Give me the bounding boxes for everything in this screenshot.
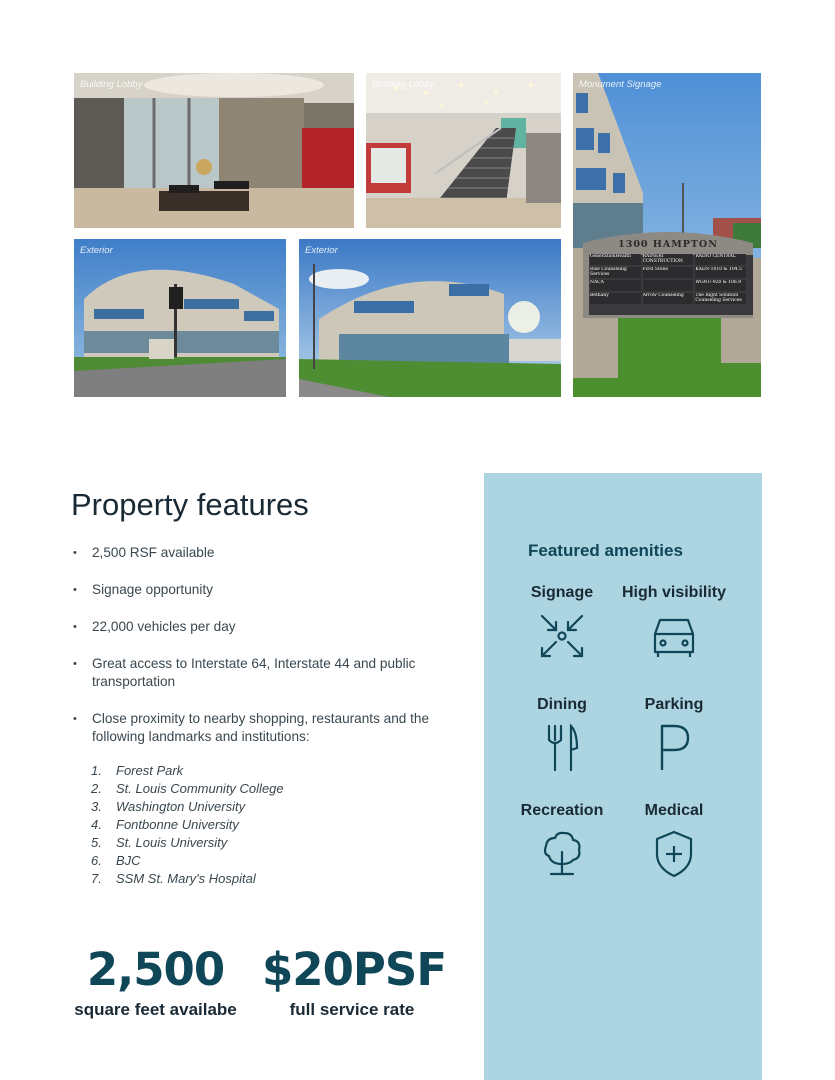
sign-tenant: WGNU-920 & 106.9 <box>695 280 746 291</box>
amenity-label: High visibility <box>621 584 726 601</box>
feature-item: • Signage opportunity <box>72 581 432 599</box>
photo-caption: Exterior <box>305 245 338 256</box>
car-icon <box>649 612 699 660</box>
sign-tenant: First Stone <box>643 267 694 278</box>
sign-tenant: KXEN-1010 & 104.5 <box>695 267 746 278</box>
photo-monument-signage <box>573 73 761 397</box>
feature-list <box>72 544 432 765</box>
monument-sign-photo-image <box>573 73 761 397</box>
lobby-photo-image <box>74 73 354 228</box>
photo-exterior-1 <box>74 239 286 397</box>
stat-square-feet <box>68 943 243 1020</box>
amenity-signage <box>502 584 622 660</box>
landmark-item: 3. Washington University <box>91 799 246 814</box>
amenities-panel <box>484 473 762 1080</box>
landmark-item: 7. SSM St. Mary's Hospital <box>91 871 256 886</box>
monument-sign-text <box>587 239 749 304</box>
amenity-label: Parking <box>644 696 704 713</box>
parking-p-icon <box>649 724 699 772</box>
landmark-item: 1. Forest Park <box>91 763 184 778</box>
amenity-label: Medical <box>644 802 704 819</box>
exterior-photo-image <box>299 239 561 397</box>
amenity-label: Dining <box>537 696 587 713</box>
amenity-medical <box>614 802 734 878</box>
sign-heading: 1300 HAMPTON <box>618 239 718 250</box>
feature-item: • Great access to Interstate 64, Interstate 44 and public transportation <box>72 655 432 691</box>
sign-tenant: NACA <box>590 280 641 291</box>
stat-value: 2,500 <box>86 943 225 996</box>
landmark-item: 2. St. Louis Community College <box>91 781 284 796</box>
feature-item: • 22,000 vehicles per day <box>72 618 432 636</box>
sign-tenant: Rise Counseling Services <box>590 267 641 278</box>
photo-caption: Monument Signage <box>579 79 662 90</box>
section-title: Property features <box>71 486 309 522</box>
tree-icon <box>537 830 587 878</box>
lobby-stairs-photo-image <box>366 73 561 228</box>
amenity-dining <box>502 696 622 772</box>
stat-label: full service rate <box>289 1000 415 1019</box>
sign-tenant: Bethany <box>590 293 641 304</box>
amenity-label: Signage <box>530 584 594 601</box>
amenity-label: Recreation <box>520 802 604 819</box>
photo-building-lobby-1 <box>74 73 354 228</box>
amenity-parking <box>614 696 734 772</box>
sign-tenant <box>643 280 694 291</box>
stat-rate <box>262 943 447 1020</box>
sign-tenant: Arrow Counseling <box>643 293 694 304</box>
photo-caption: Exterior <box>80 245 113 256</box>
feature-item: • 2,500 RSF available <box>72 544 432 562</box>
stat-value: $20PSF <box>262 943 447 996</box>
sign-tenant: RADIO CENTRAL <box>695 254 746 265</box>
sign-tenant: GenerationHealth <box>590 254 641 265</box>
photo-caption: Building Lobby <box>372 79 435 90</box>
landmark-list <box>91 762 284 888</box>
shield-cross-icon <box>649 830 699 878</box>
amenities-heading: Featured amenities <box>528 541 683 560</box>
sign-tenant: RAINERI CONSTRUCTION <box>643 254 694 265</box>
landmark-item: 4. Fontbonne University <box>91 817 239 832</box>
photo-exterior-2 <box>299 239 561 397</box>
amenity-recreation <box>502 802 622 878</box>
signage-arrows-icon <box>537 612 587 660</box>
photo-building-lobby-2 <box>366 73 561 228</box>
amenity-high-visibility <box>614 584 734 660</box>
fork-knife-icon <box>537 724 587 772</box>
landmark-item: 5. St. Louis University <box>91 835 228 850</box>
photo-caption: Building Lobby <box>80 79 143 90</box>
landmark-item: 6. BJC <box>91 853 141 868</box>
exterior-photo-image <box>74 239 286 397</box>
sign-tenant: The Right Solution Counseling Services <box>695 293 746 304</box>
stat-label: square feet availabe <box>74 1000 237 1019</box>
feature-item: • Close proximity to nearby shopping, restaurants and the following landmarks and institutions: <box>72 710 432 746</box>
